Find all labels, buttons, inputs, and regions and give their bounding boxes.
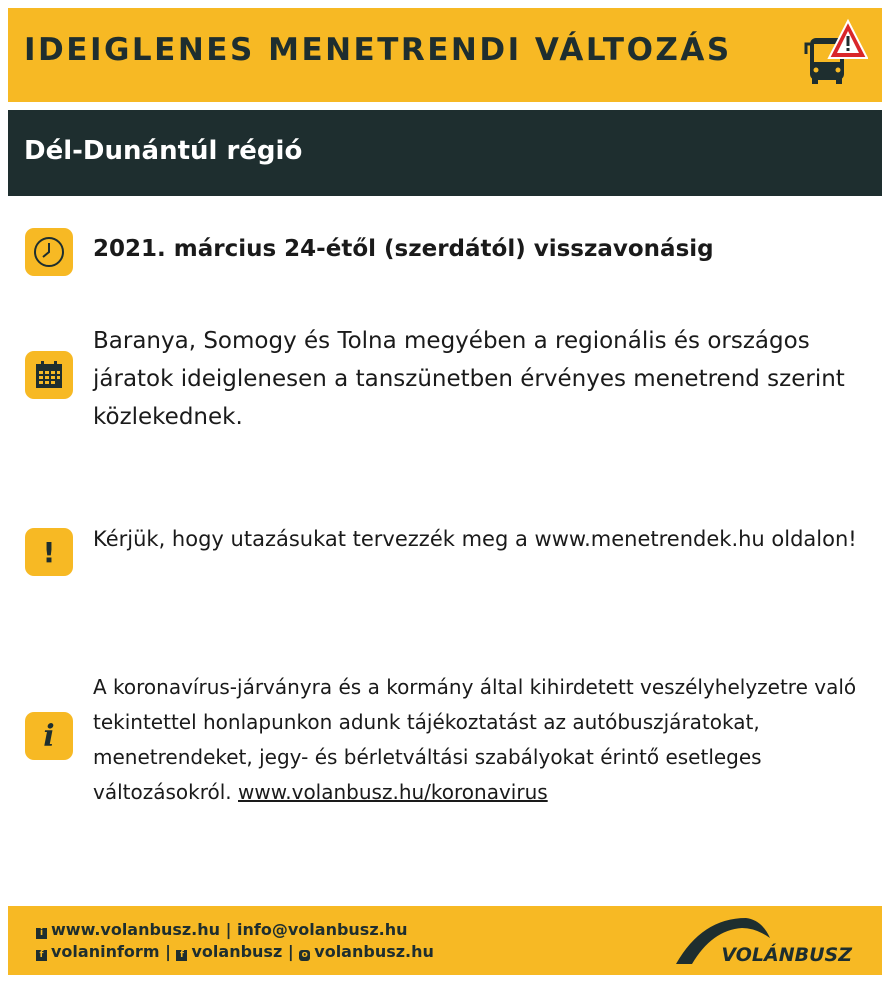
- region-title: Dél-Dunántúl régió: [24, 136, 303, 166]
- calendar-icon: [25, 351, 73, 399]
- validity-date: 2021. március 24-étől (szerdától) visszavonásig: [93, 236, 714, 262]
- info-icon: i: [25, 712, 73, 760]
- bus-warning-icon: [798, 18, 868, 88]
- separator: |: [287, 942, 294, 961]
- footer-line-2: [36, 942, 434, 961]
- footer: [8, 906, 882, 975]
- footer-line-1: [36, 920, 408, 939]
- facebook-icon: f: [176, 950, 187, 961]
- footer-email[interactable]: info@volanbusz.hu: [237, 920, 408, 939]
- footer-fb-volaninform[interactable]: volaninform: [51, 942, 160, 961]
- clock-icon: [25, 228, 73, 276]
- footer-instagram[interactable]: volanbusz.hu: [314, 942, 434, 961]
- header-banner: [8, 8, 882, 102]
- footer-website[interactable]: www.volanbusz.hu: [51, 920, 221, 939]
- footer-fb-volanbusz[interactable]: volanbusz: [191, 942, 283, 961]
- logo-text: VOLÁNBUSZ: [721, 944, 852, 966]
- region-banner: [8, 110, 882, 196]
- volanbusz-logo: [672, 914, 852, 970]
- covid-info-link[interactable]: www.volanbusz.hu/koronavirus: [238, 780, 548, 804]
- covid-info-text: A koronavírus-járványra és a kormány által kihirdetett veszélyhelyzetre való tekintettel honlapunkon adunk tájékoztatást az autóbuszjáratokat, menetrendeket, jegy- és bérletváltási szabályokat érintő esetleges változásokról.: [93, 675, 857, 804]
- schedule-notice: Baranya, Somogy és Tolna megyében a regionális és országos járatok ideiglenesen a tanszünetben érvényes menetrend szerint közlekednek.: [93, 328, 845, 430]
- plan-notice: Kérjük, hogy utazásukat tervezzék meg a www.menetrendek.hu oldalon!: [93, 527, 857, 551]
- instagram-icon: o: [299, 950, 310, 961]
- page-title: IDEIGLENES MENETRENDI VÁLTOZÁS: [24, 32, 732, 68]
- separator: |: [225, 920, 232, 939]
- facebook-icon: f: [36, 950, 47, 961]
- separator: |: [165, 942, 171, 961]
- exclamation-icon: !: [25, 528, 73, 576]
- info-icon-small: i: [36, 928, 47, 939]
- covid-info: [93, 670, 873, 810]
